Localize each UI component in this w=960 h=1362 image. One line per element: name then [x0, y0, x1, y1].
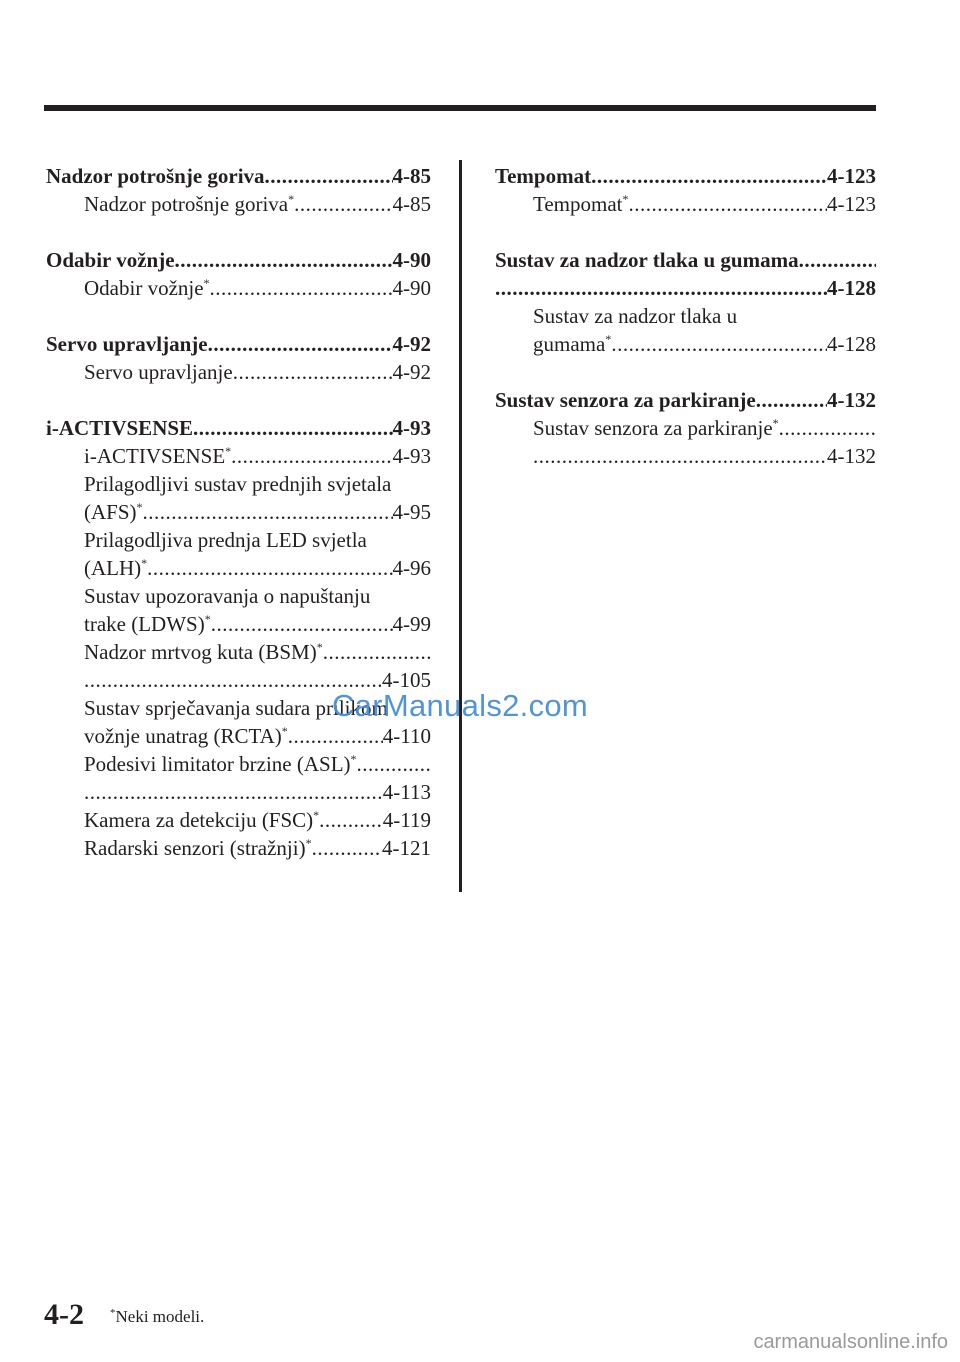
- toc-page-number: 4-123: [827, 192, 876, 216]
- toc-page-number: 4-90: [392, 276, 431, 300]
- toc-heading[interactable]: [495, 386, 876, 414]
- dot-leader: [147, 554, 392, 582]
- column-divider: [459, 160, 462, 892]
- toc-entry-title: Podesivi limitator brzine (ASL): [84, 752, 351, 776]
- toc-entry-title: Prilagodljiva prednja LED svjetla: [84, 528, 367, 552]
- toc-entry-title: Servo upravljanje: [46, 332, 208, 356]
- toc-entry[interactable]: [495, 442, 876, 470]
- toc-entry-title: Sustav senzora za parkiranje: [495, 388, 756, 412]
- toc-entry[interactable]: [46, 750, 431, 778]
- dot-leader: [629, 190, 827, 218]
- dot-leader: [357, 750, 431, 778]
- dot-leader: [84, 778, 383, 806]
- toc-entry-title: Sustav za nadzor tlaka u gumama: [495, 248, 799, 272]
- toc-entry[interactable]: [46, 498, 431, 526]
- toc-entry[interactable]: [495, 190, 876, 218]
- toc-entry[interactable]: [46, 722, 431, 750]
- toc-entry-title: Sustav senzora za parkiranje: [533, 416, 773, 440]
- toc-page-number: 4-128: [827, 276, 876, 300]
- toc-entry[interactable]: [46, 778, 431, 806]
- dot-leader: [193, 414, 392, 442]
- toc-entry-title: Odabir vožnje: [46, 248, 175, 272]
- dot-leader: [323, 638, 431, 666]
- toc-entry[interactable]: [46, 582, 431, 610]
- watermark-center: CarManuals2.com: [332, 688, 589, 723]
- toc-gap: [495, 218, 876, 246]
- toc-entry[interactable]: [46, 190, 431, 218]
- footnote-marker: *: [313, 808, 320, 822]
- toc-right-column: [495, 162, 876, 470]
- toc-heading[interactable]: [495, 246, 876, 274]
- toc-entry-title: Sustav upozoravanja o napuštanju: [84, 584, 371, 608]
- toc-page-number: 4-93: [392, 444, 431, 468]
- dot-leader: [231, 442, 392, 470]
- toc-page-number: 4-113: [382, 780, 431, 804]
- toc-entry-title: Kamera za detekciju (FSC): [84, 808, 314, 832]
- footnote-marker: *: [622, 192, 629, 206]
- toc-page-number: 4-93: [392, 416, 431, 440]
- toc-entry-title: gumama: [533, 332, 606, 356]
- toc-entry-title: Odabir vožnje: [84, 276, 204, 300]
- toc-page-number: 4-92: [392, 360, 431, 384]
- footnote-marker: *: [204, 612, 211, 626]
- toc-entry-title: Sustav sprječavanja sudara prilikom: [84, 696, 388, 720]
- toc-page-number: 4-99: [392, 612, 431, 636]
- toc-entry-title: (AFS): [84, 500, 137, 524]
- toc-entry[interactable]: [46, 274, 431, 302]
- top-rule: [44, 105, 876, 111]
- toc-page-number: 4-85: [392, 164, 431, 188]
- footnote-star: *: [110, 1307, 116, 1319]
- toc-entry-title: Sustav za nadzor tlaka u: [533, 304, 738, 328]
- toc-gap: [46, 218, 431, 246]
- footnote-marker: *: [136, 500, 143, 514]
- toc-page-number: 4-132: [827, 444, 876, 468]
- toc-entry[interactable]: [46, 526, 431, 554]
- footnote-marker: *: [225, 444, 232, 458]
- toc-entry-title: i-ACTIVSENSE: [46, 416, 194, 440]
- dot-leader: [210, 274, 393, 302]
- toc-page-number: 4-132: [827, 388, 876, 412]
- toc-page-number: 4-105: [382, 668, 431, 692]
- toc-entry[interactable]: [495, 330, 876, 358]
- toc-heading[interactable]: [46, 414, 431, 442]
- toc-entry[interactable]: [46, 806, 431, 834]
- toc-entry-title: Nadzor mrtvog kuta (BSM): [84, 640, 317, 664]
- dot-leader: [175, 246, 393, 274]
- toc-entry-title: Servo upravljanje: [84, 360, 233, 384]
- toc-page-number: 4-110: [382, 724, 431, 748]
- footnote-marker: *: [772, 416, 779, 430]
- toc-entry-title: trake (LDWS): [84, 612, 205, 636]
- footnote: [110, 1307, 204, 1327]
- dot-leader: [312, 834, 382, 862]
- toc-entry[interactable]: [495, 302, 876, 330]
- footnote-marker: *: [203, 276, 210, 290]
- dot-leader: [233, 358, 393, 386]
- toc-entry-title: vožnje unatrag (RCTA): [84, 724, 282, 748]
- toc-heading[interactable]: [46, 246, 431, 274]
- dot-leader: [591, 162, 827, 190]
- toc-page-number: 4-128: [827, 332, 876, 356]
- toc-entry[interactable]: [46, 638, 431, 666]
- page-number: 4-2: [44, 1298, 84, 1331]
- toc-entry-title: Tempomat: [495, 164, 592, 188]
- toc-page-number: 4-96: [392, 556, 431, 580]
- footnote-marker: *: [316, 640, 323, 654]
- toc-page-number: 4-119: [382, 808, 431, 832]
- toc-gap: [46, 302, 431, 330]
- toc-entry-title: Radarski senzori (stražnji): [84, 836, 306, 860]
- toc-entry[interactable]: [46, 470, 431, 498]
- watermark-bottom: carmanualsonline.info: [753, 1331, 948, 1353]
- toc-entry[interactable]: [46, 358, 431, 386]
- dot-leader: [495, 274, 827, 302]
- toc-heading[interactable]: [495, 162, 876, 190]
- toc-page-number: 4-95: [392, 500, 431, 524]
- dot-leader: [799, 246, 876, 274]
- dot-leader: [211, 610, 393, 638]
- toc-entry-title: Nadzor potrošnje goriva: [84, 192, 289, 216]
- toc-gap: [495, 358, 876, 386]
- toc-heading[interactable]: [46, 330, 431, 358]
- dot-leader: [611, 330, 827, 358]
- toc-left-column: [46, 162, 431, 862]
- dot-leader: [779, 414, 876, 442]
- toc-heading[interactable]: [495, 274, 876, 302]
- toc-heading[interactable]: [46, 162, 431, 190]
- toc-entry-title: (ALH): [84, 556, 142, 580]
- toc-entry[interactable]: [495, 414, 876, 442]
- dot-leader: [533, 442, 827, 470]
- toc-entry[interactable]: [46, 834, 431, 862]
- toc-page-number: 4-85: [392, 192, 431, 216]
- footnote-marker: *: [288, 192, 295, 206]
- toc-entry-title: Nadzor potrošnje goriva: [46, 164, 265, 188]
- footnote-marker: *: [141, 556, 148, 570]
- toc-entry-title: i-ACTIVSENSE: [84, 444, 226, 468]
- dot-leader: [756, 386, 827, 414]
- toc-entry[interactable]: [46, 442, 431, 470]
- toc-entry-title: Prilagodljivi sustav prednjih svjetala: [84, 472, 392, 496]
- toc-page-number: 4-123: [827, 164, 876, 188]
- dot-leader: [319, 806, 383, 834]
- dot-leader: [143, 498, 393, 526]
- toc-page-number: 4-121: [382, 836, 431, 860]
- dot-leader: [208, 330, 393, 358]
- footnote-text: Neki modeli.: [115, 1307, 205, 1326]
- footnote-marker: *: [305, 836, 312, 850]
- footnote-marker: *: [350, 752, 357, 766]
- toc-gap: [46, 386, 431, 414]
- dot-leader: [265, 162, 393, 190]
- toc-page-number: 4-92: [392, 332, 431, 356]
- dot-leader: [294, 190, 392, 218]
- toc-entry[interactable]: [46, 554, 431, 582]
- dot-leader: [288, 722, 383, 750]
- footnote-marker: *: [281, 724, 288, 738]
- toc-page-number: 4-90: [392, 248, 431, 272]
- toc-entry-title: Tempomat: [533, 192, 623, 216]
- footnote-marker: *: [605, 332, 612, 346]
- toc-entry[interactable]: [46, 610, 431, 638]
